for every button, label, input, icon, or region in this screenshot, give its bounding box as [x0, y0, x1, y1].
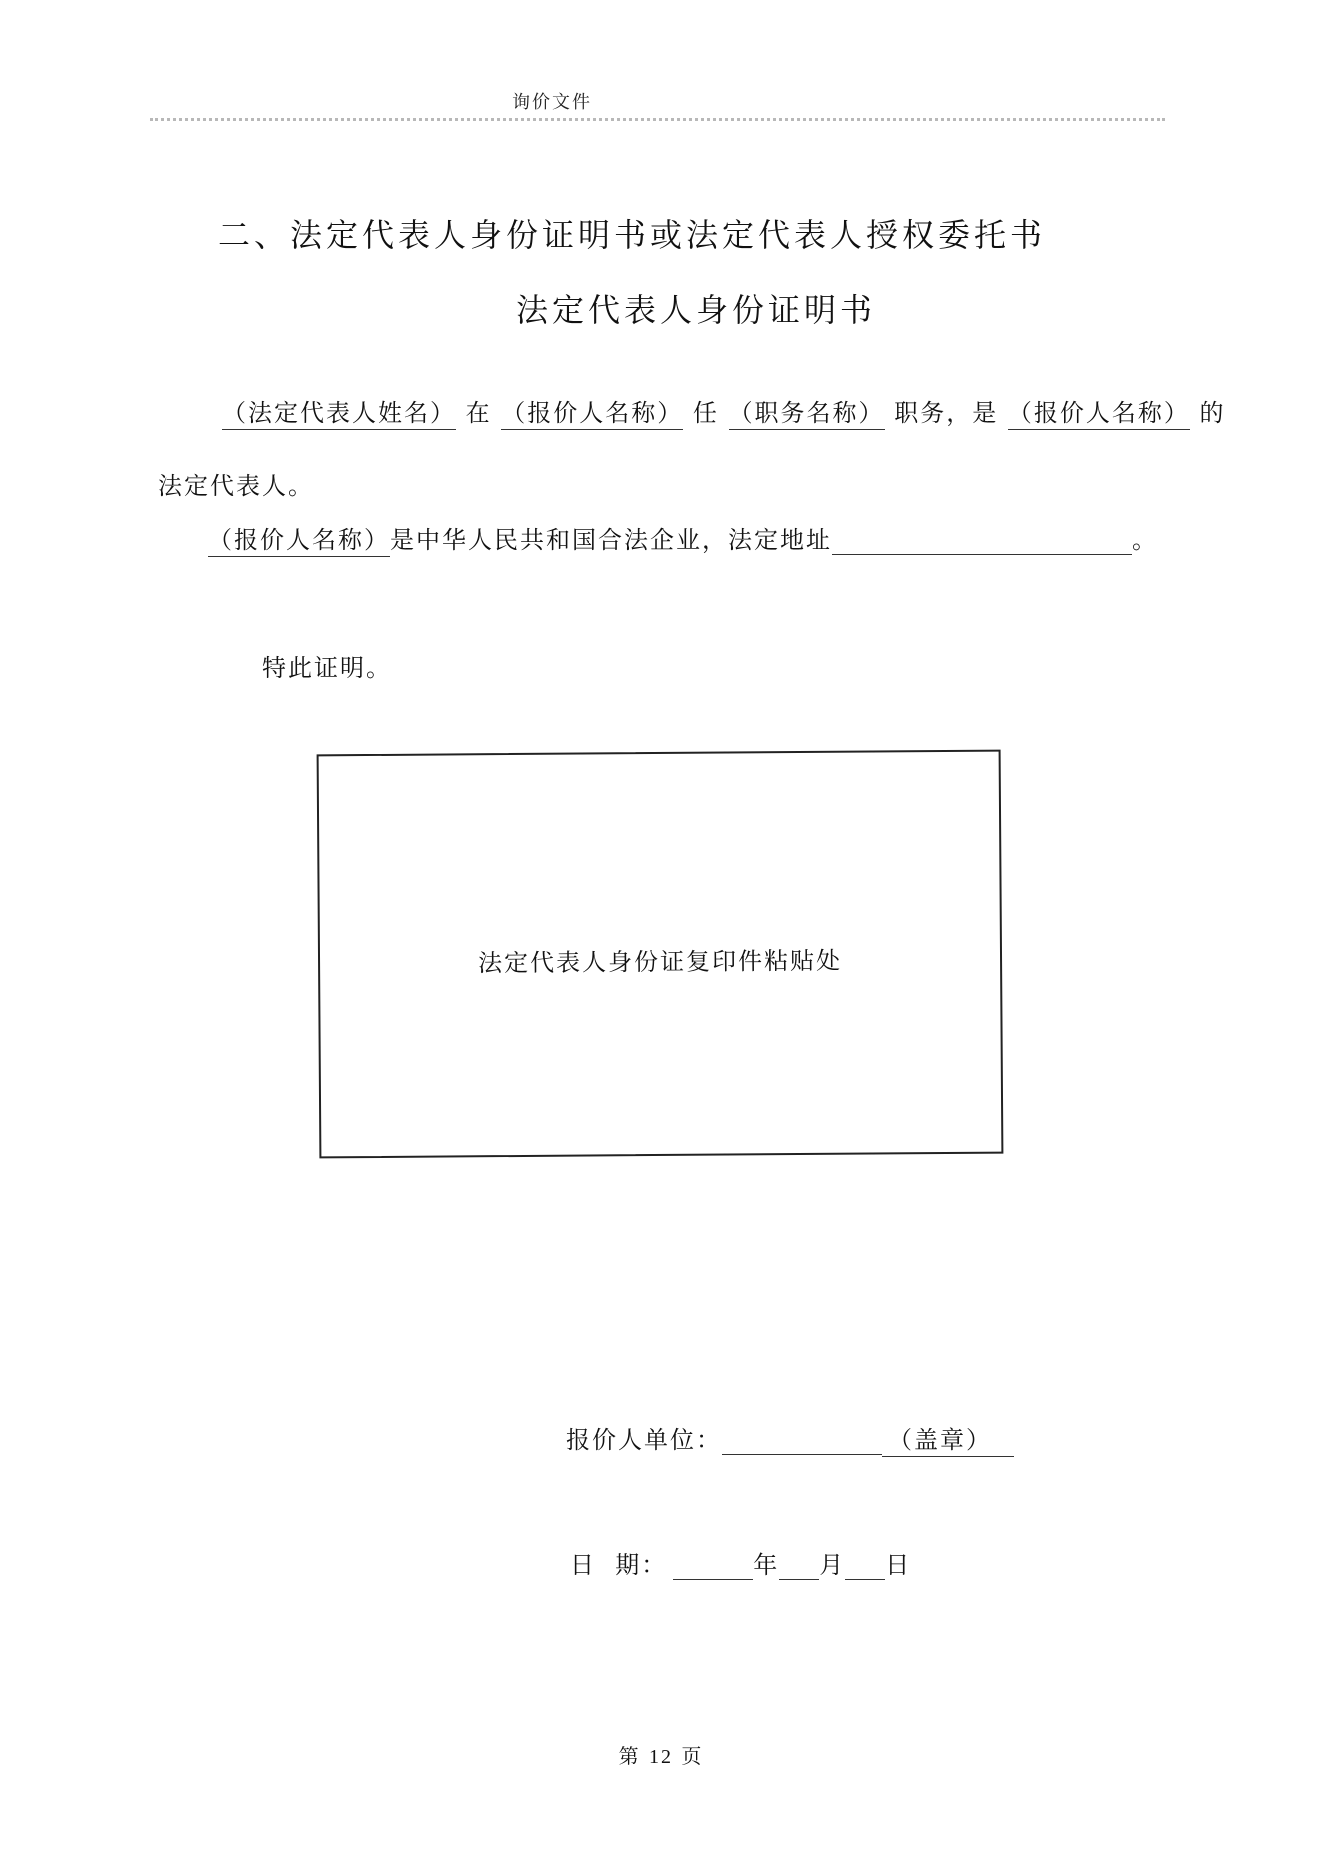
text-holds: 任 — [692, 399, 719, 427]
page-number-suffix: 页 — [681, 1744, 704, 1768]
seal-label: （盖章） — [882, 1426, 1014, 1457]
text-position-is: 职务，是 — [894, 399, 999, 427]
day-blank — [845, 1553, 885, 1580]
legal-address-blank — [832, 528, 1132, 555]
text-at: 在 — [465, 399, 492, 427]
month-label: 月 — [819, 1551, 846, 1579]
paragraph-legal-rep — [222, 393, 1225, 428]
bidder-unit-line — [566, 1420, 1014, 1455]
position-name-field: （职务名称） — [729, 399, 885, 430]
paragraph-legal-rep-line2: 法定代表人。 — [158, 472, 314, 500]
legal-rep-name-field: （法定代表人姓名） — [222, 399, 456, 430]
page-number-value: 12 — [649, 1746, 673, 1768]
text-of: 的 — [1199, 399, 1226, 427]
certificate-title: 法定代表人身份证明书 — [516, 291, 877, 329]
day-label: 日 — [885, 1551, 912, 1579]
header-title: 询价文件 — [512, 92, 592, 113]
paste-box-label: 法定代表人身份证复印件粘贴处 — [477, 946, 843, 978]
date-label: 日 期： — [570, 1551, 668, 1579]
legal-address-text: 是中华人民共和国合法企业，法定地址 — [390, 526, 832, 554]
date-line — [570, 1545, 911, 1580]
legal-address-end: 。 — [1132, 526, 1158, 554]
year-blank — [673, 1553, 753, 1580]
bidder-unit-label: 报价人单位： — [566, 1426, 722, 1454]
bidder-unit-blank — [722, 1428, 882, 1455]
id-copy-paste-box — [317, 750, 1004, 1159]
bidder-name-field-2: （报价人名称） — [1008, 399, 1190, 430]
year-label: 年 — [753, 1551, 780, 1579]
paragraph-legal-address — [208, 520, 1158, 555]
header-divider — [150, 118, 1165, 121]
page-number — [0, 1740, 1322, 1769]
month-blank — [779, 1553, 819, 1580]
certify-text: 特此证明。 — [262, 654, 392, 682]
bidder-name-field-3: （报价人名称） — [208, 526, 390, 557]
section-title: 二、法定代表人身份证明书或法定代表人授权委托书 — [218, 216, 1047, 254]
page-number-prefix: 第 — [618, 1744, 641, 1768]
bidder-name-field-1: （报价人名称） — [501, 399, 683, 430]
